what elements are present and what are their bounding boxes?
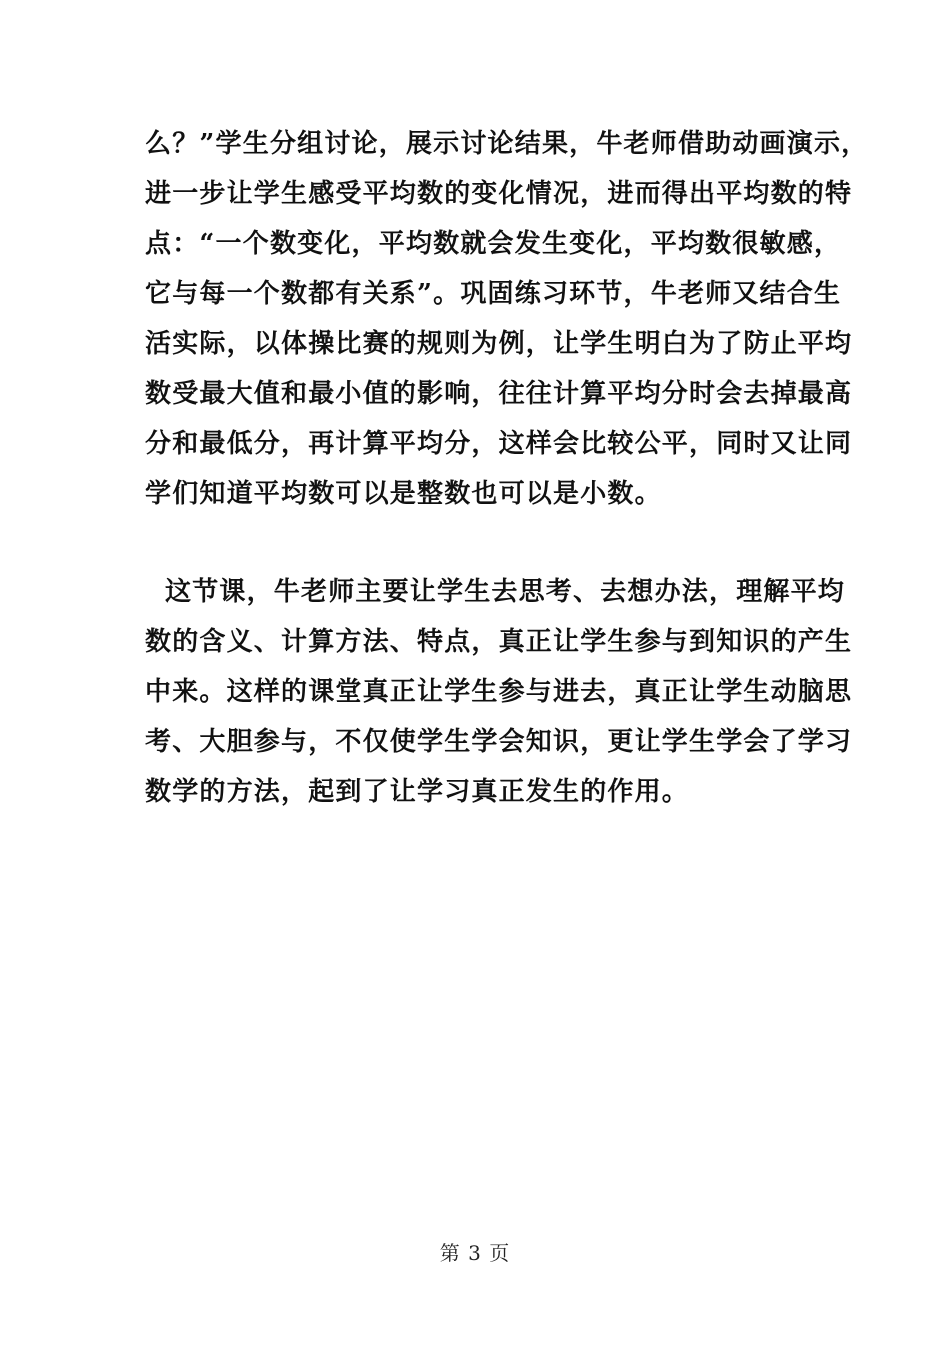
paragraph-line: 数受最大值和最小值的影响，往往计算平均分时会去掉最高 — [145, 379, 853, 409]
paragraph-line: 数的含义、计算方法、特点，真正让学生参与到知识的产生 — [145, 627, 853, 657]
paragraph-line: 点：“一个数变化，平均数就会发生变化，平均数很敏感， — [145, 229, 842, 259]
paragraph-line: 进一步让学生感受平均数的变化情况，进而得出平均数的特 — [145, 179, 853, 209]
paragraph-line: 考、大胆参与，不仅使学生学会知识，更让学生学会了学习 — [145, 727, 853, 757]
page-number: 第 3 页 — [439, 1241, 511, 1265]
paragraph-line: 这节课，牛老师主要让学生去思考、去想办法，理解平均 — [165, 577, 846, 607]
paragraph-line: 分和最低分，再计算平均分，这样会比较公平，同时又让同 — [145, 429, 853, 459]
paragraph-line: 中来。这样的课堂真正让学生参与进去，真正让学生动脑思 — [145, 677, 853, 707]
paragraph-line: 学们知道平均数可以是整数也可以是小数。 — [145, 479, 662, 509]
paragraph-line: 么？”学生分组讨论，展示讨论结果，牛老师借助动画演示， — [145, 129, 869, 159]
paragraph-line: 活实际，以体操比赛的规则为例，让学生明白为了防止平均 — [145, 329, 853, 359]
paragraph-line: 它与每一个数都有关系”。巩固练习环节，牛老师又结合生 — [145, 279, 842, 309]
paragraph-line: 数学的方法，起到了让学习真正发生的作用。 — [145, 777, 690, 807]
